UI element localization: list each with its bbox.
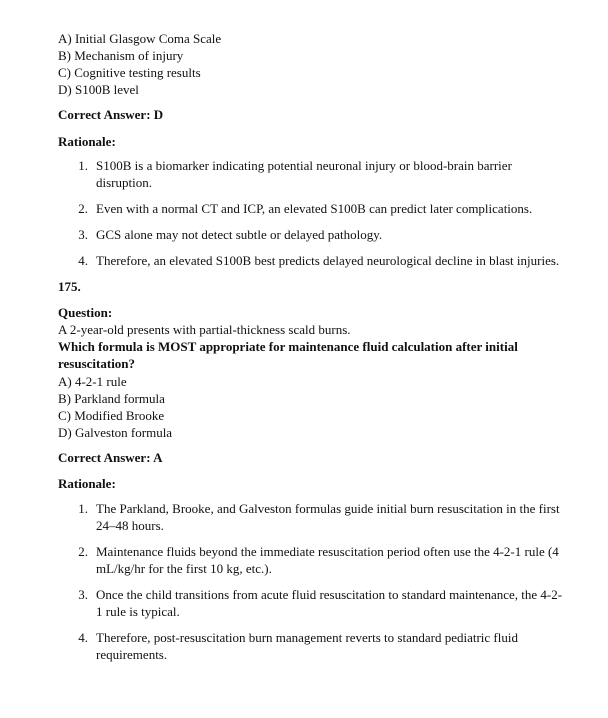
list-item-text: Therefore, an elevated S100B best predicts delayed neurological decline in blast injuries. <box>96 253 560 268</box>
list-number: 1. <box>78 158 88 173</box>
q175-question-line: Which formula is MOST appropriate for maintenance fluid calculation after initial <box>58 339 518 354</box>
list-number: 3. <box>78 227 88 242</box>
list-item-text: mL/kg/hr for the first 10 kg, etc.). <box>96 561 272 576</box>
list-number: 2. <box>78 544 88 559</box>
q175-option-d: D) Galveston formula <box>58 425 173 440</box>
list-item-text: The Parkland, Brooke, and Galveston formulas guide initial burn resuscitation in the first <box>96 501 560 516</box>
q175-stem: A 2-year-old presents with partial-thickness scald burns. <box>58 322 351 337</box>
list-item-text: S100B is a biomarker indicating potential neuronal injury or blood-brain barrier <box>96 158 512 173</box>
q174-rationale-heading: Rationale: <box>58 134 116 149</box>
q175-option-c: C) Modified Brooke <box>58 408 165 423</box>
list-item-text: disruption. <box>96 175 152 190</box>
list-item-text: Therefore, post-resuscitation burn management reverts to standard pediatric fluid <box>96 630 518 645</box>
q175-rationale-heading: Rationale: <box>58 476 116 491</box>
list-number: 4. <box>78 253 88 268</box>
q175-question-line: resuscitation? <box>58 356 136 371</box>
list-item-text: 24–48 hours. <box>96 518 164 533</box>
q174-option-d: D) S100B level <box>58 82 139 97</box>
list-item-text: GCS alone may not detect subtle or delayed pathology. <box>96 227 383 242</box>
list-item-text: Maintenance fluids beyond the immediate resuscitation period often use the 4-2-1 rule (4 <box>96 544 559 559</box>
list-item-text: requirements. <box>96 647 168 662</box>
q174-option-a: A) Initial Glasgow Coma Scale <box>58 31 222 46</box>
list-number: 2. <box>78 201 88 216</box>
q174-option-b: B) Mechanism of injury <box>58 48 184 63</box>
q174-option-c: C) Cognitive testing results <box>58 65 201 80</box>
q175-option-b: B) Parkland formula <box>58 391 165 406</box>
list-item-text: Even with a normal CT and ICP, an elevated S100B can predict later complications. <box>96 201 533 216</box>
q175-number: 175. <box>58 279 81 294</box>
q174-correct-answer: Correct Answer: D <box>58 107 164 122</box>
list-item-text: 1 rule is typical. <box>96 604 180 619</box>
q175-correct-answer: Correct Answer: A <box>58 450 163 465</box>
list-item-text: Once the child transitions from acute fluid resuscitation to standard maintenance, the 4-2- <box>96 587 563 602</box>
q175-question-heading: Question: <box>58 305 113 320</box>
list-number: 4. <box>78 630 88 645</box>
q175-option-a: A) 4-2-1 rule <box>58 374 127 389</box>
list-number: 3. <box>78 587 88 602</box>
list-number: 1. <box>78 501 88 516</box>
